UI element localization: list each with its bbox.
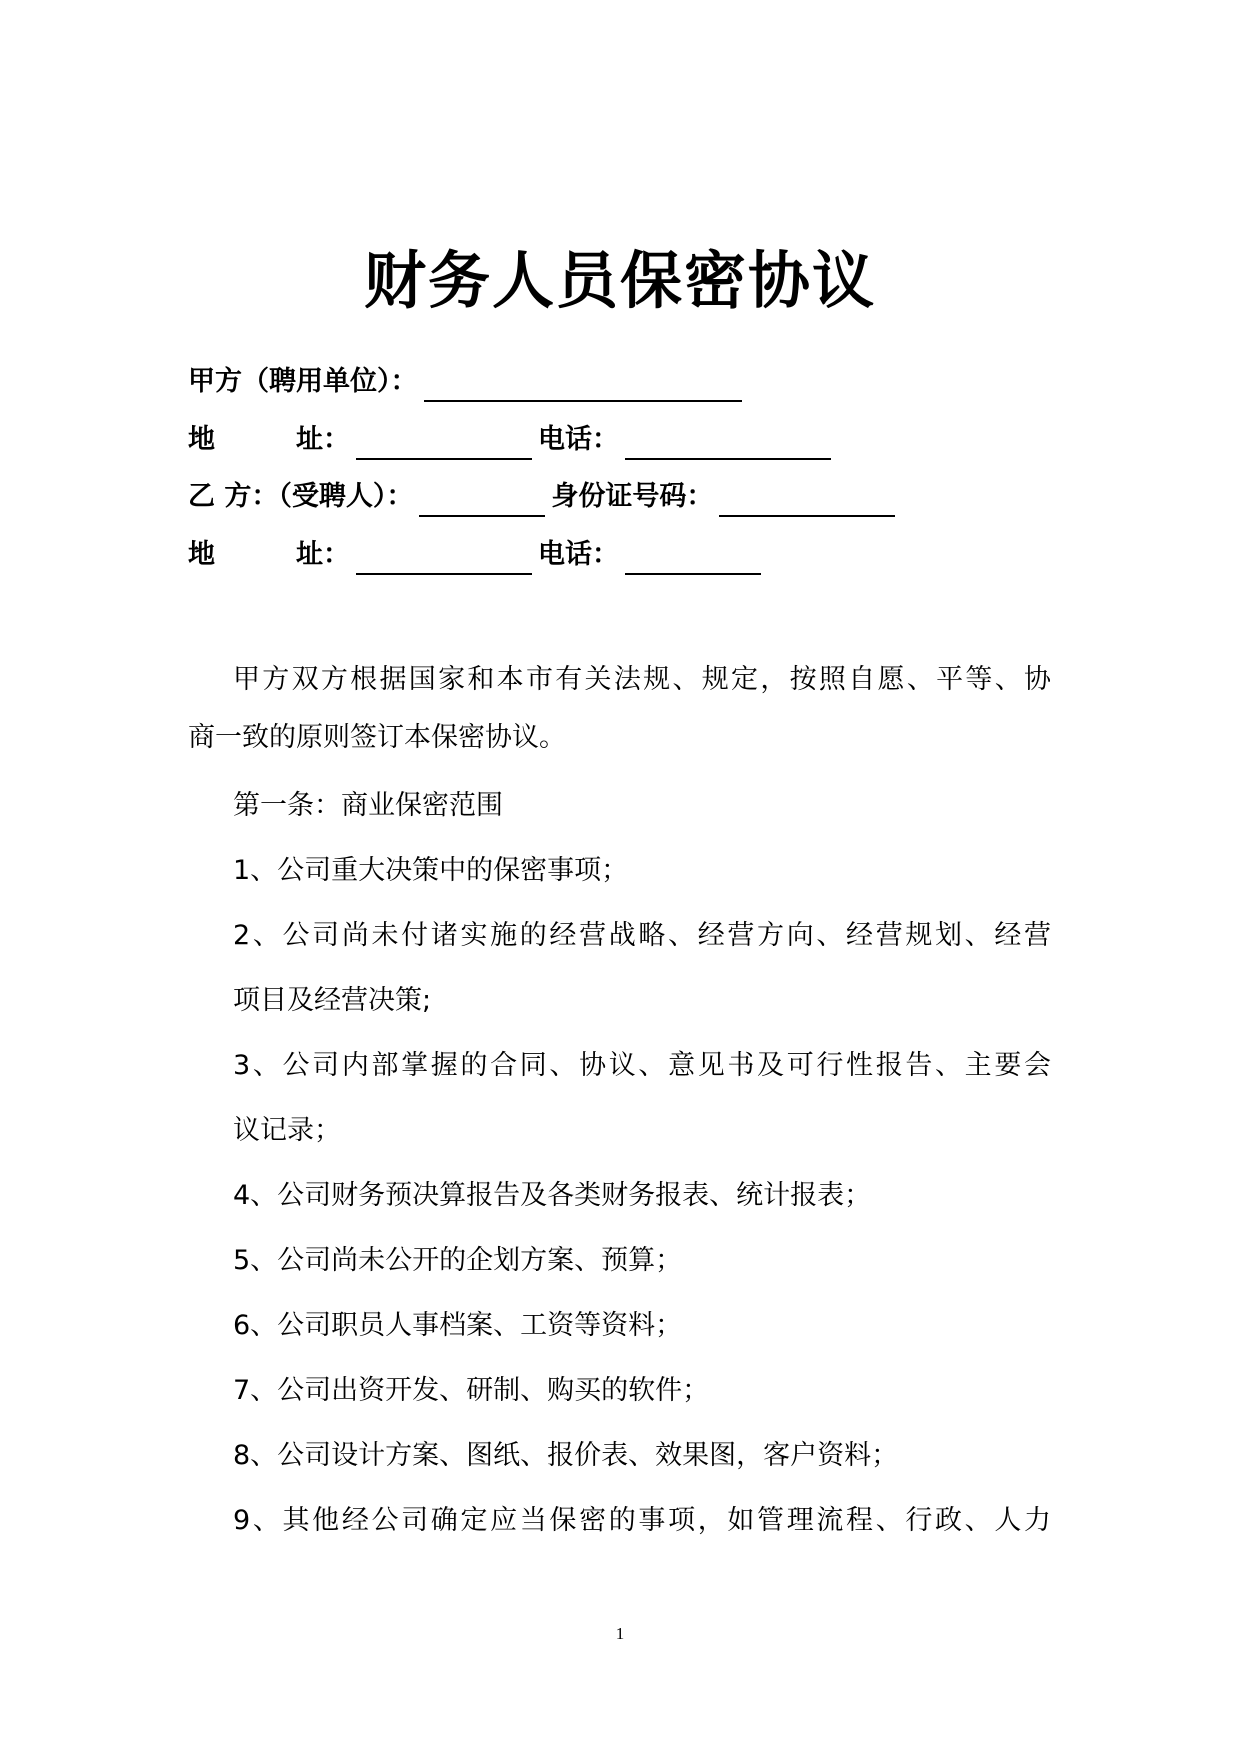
party-b-id-blank[interactable] <box>719 485 895 517</box>
party-a-phone-label: 电话： <box>538 424 619 455</box>
list-item: 3、公司内部掌握的合同、协议、意见书及可行性报告、主要会 <box>233 1050 1051 1081</box>
party-b-blank[interactable] <box>419 485 545 517</box>
party-b-phone-label: 电话： <box>538 539 619 570</box>
list-item: 项目及经营决策; <box>233 985 432 1016</box>
list-item: 2、公司尚未付诸实施的经营战略、经营方向、经营规划、经营 <box>233 920 1051 951</box>
party-b-row <box>188 477 901 517</box>
intro-line-2: 商一致的原则签订本保密协议。 <box>188 722 566 753</box>
party-b-address-label: 地 址： <box>188 539 350 570</box>
document-title: 财务人员保密协议 <box>363 244 876 317</box>
article-1-heading: 第一条：商业保密范围 <box>233 790 503 821</box>
intro-line-1: 甲方双方根据国家和本市有关法规、规定，按照自愿、平等、协 <box>233 664 1051 695</box>
list-item: 4、公司财务预决算报告及各类财务报表、统计报表； <box>233 1180 872 1211</box>
list-item: 1、公司重大决策中的保密事项； <box>233 855 629 886</box>
list-item: 7、公司出资开发、研制、购买的软件； <box>233 1375 710 1406</box>
list-item: 6、公司职员人事档案、工资等资料； <box>233 1310 683 1341</box>
party-b-label: 乙 方：（受聘人）： <box>188 481 414 512</box>
list-item: 议记录； <box>233 1115 341 1146</box>
party-a-blank[interactable] <box>424 370 742 402</box>
party-a-label: 甲方（聘用单位）： <box>188 366 418 397</box>
list-item: 5、公司尚未公开的企划方案、预算； <box>233 1245 683 1276</box>
party-a-address-label: 地 址： <box>188 424 350 455</box>
list-item: 9、其他经公司确定应当保密的事项，如管理流程、行政、人力 <box>233 1505 1051 1536</box>
party-a-address-blank[interactable] <box>356 428 532 460</box>
party-b-address-blank[interactable] <box>356 543 532 575</box>
party-a-address-row <box>188 420 837 460</box>
party-a-row <box>188 362 748 402</box>
party-b-id-label: 身份证号码： <box>551 481 714 512</box>
list-item: 8、公司设计方案、图纸、报价表、效果图，客户资料； <box>233 1440 899 1471</box>
party-b-phone-blank[interactable] <box>625 543 761 575</box>
party-a-phone-blank[interactable] <box>625 428 831 460</box>
page-number: 1 <box>615 1624 625 1643</box>
party-b-address-row <box>188 535 767 575</box>
